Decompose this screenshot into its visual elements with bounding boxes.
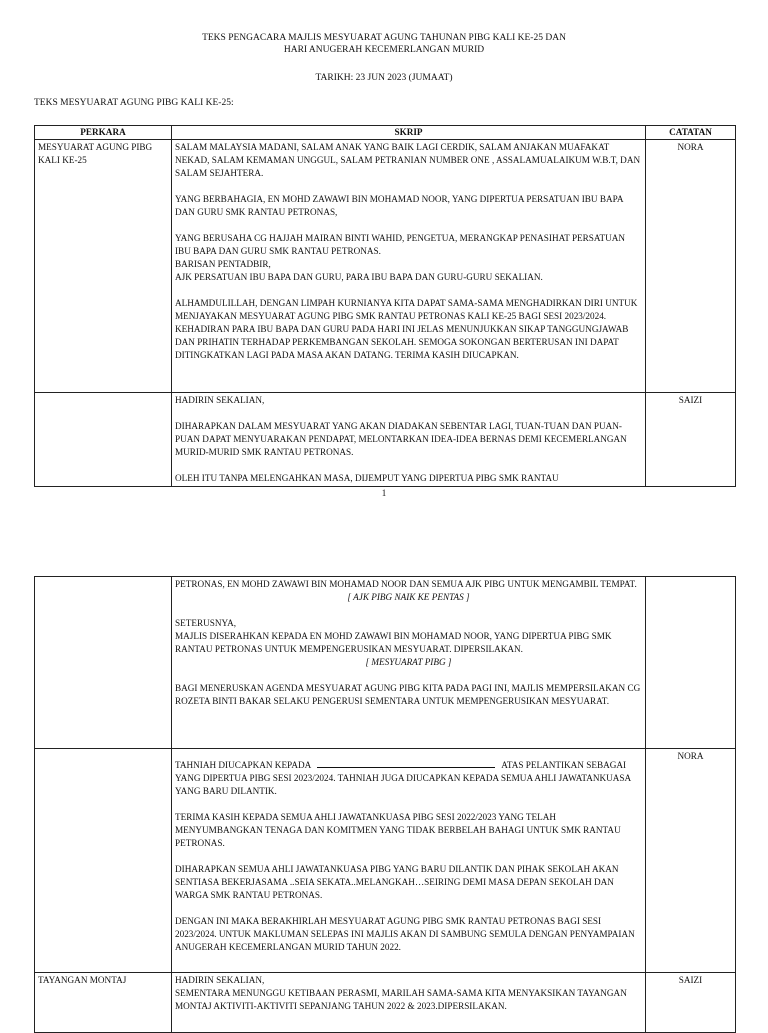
skrip-cell — [172, 749, 646, 973]
table-row — [35, 393, 736, 487]
page-number: 1 — [381, 488, 387, 498]
script-paragraph: HADIRIN SEKALIAN, SEMENTARA MENUNGGU KETIBAAN PERASMI, MARILAH SAMA-SAMA KITA MENYAKSIKAN TAYANGAN MONTAJ AKTIVITI-AKTIVITI SEPANJANG TAHUN 2022 & 2023.DIPERSILAKAN. — [175, 975, 627, 1011]
perkara-cell: MESYUARAT AGUNG PIBG KALI KE-25 — [35, 140, 172, 393]
skrip-cell — [172, 140, 646, 393]
catatan-cell: NORA — [646, 140, 736, 393]
script-paragraph: DENGAN INI MAKA BERAKHIRLAH MESYUARAT AGUNG PIBG SMK RANTAU PETRONAS BAGI SESI 2023/2024. UNTUK MAKLUMAN SELEPAS INI MAJLIS AKAN DI SAMBUNG SEMULA DENGAN PENYAMPAIAN ANUGERAH KECEMERLANGAN MURID TAHUN 2022. — [175, 916, 635, 952]
script-paragraph: OLEH ITU TANPA MELENGAHKAN MASA, DIJEMPUT YANG DIPERTUA PIBG SMK RANTAU — [175, 473, 559, 483]
header-perkara: PERKARA — [35, 126, 172, 140]
name-blank-line — [317, 758, 495, 768]
catatan-cell: SAIZI — [646, 393, 736, 487]
document-date: TARIKH: 23 JUN 2023 (JUMAAT) — [315, 73, 453, 83]
table-row — [35, 140, 736, 393]
script-paragraph: PETRONAS, EN MOHD ZAWAWI BIN MOHAMAD NOOR DAN SEMUA AJK PIBG UNTUK MENGAMBIL TEMPAT. — [175, 579, 637, 589]
script-paragraph: YANG BERBAHAGIA, EN MOHD ZAWAWI BIN MOHAMAD NOOR, YANG DIPERTUA PERSATUAN IBU BAPA DAN GURU SMK RANTAU PETRONAS, — [175, 194, 624, 217]
script-paragraph: ALHAMDULILLAH, DENGAN LIMPAH KURNIANYA KITA DAPAT SAMA-SAMA MENGHADIRKAN DIRI UNTUK MENJAYAKAN MESYUARAT AGUNG PIBG SMK RANTAU PETRONAS KALI KE-25 BAGI SESI 2023/2024. KEHADIRAN PARA IBU BAPA DAN GURU PADA HARI INI JELAS MENUNJUKKAN SIKAP TANGGUNGJAWAB DAN PRIHATIN TERHADAP PERKEMBANGAN SEKOLAH. SEMOGA SOKONGAN BERTERUSAN INI DAPAT DITINGKATKAN LAGI PADA MASA AKAN DATANG. TERIMA KASIH DIUCAPKAN. — [175, 298, 638, 360]
catatan-cell — [646, 577, 736, 749]
header-skrip: SKRIP — [172, 126, 646, 140]
perkara-cell — [35, 749, 172, 973]
header-catatan: CATATAN — [646, 126, 736, 140]
script-table-page-2 — [34, 576, 736, 1033]
document-title-line-1: TEKS PENGACARA MAJLIS MESYUARAT AGUNG TAHUNAN PIBG KALI KE-25 DAN — [202, 33, 566, 43]
skrip-cell — [172, 393, 646, 487]
script-paragraph: TERIMA KASIH KEPADA SEMUA AHLI JAWATANKUASA PIBG SESI 2022/2023 YANG TELAH MENYUMBANGKAN TENAGA DAN KOMITMEN YANG TIDAK BERBELAH BAHAGI UNTUK SMK RANTAU PETRONAS. — [175, 812, 621, 848]
script-table-page-1 — [34, 125, 736, 487]
perkara-cell: TAYANGAN MONTAJ — [35, 973, 172, 1033]
stage-direction: [ MESYUARAT PIBG ] — [365, 657, 452, 667]
script-paragraph: SETERUSNYA, MAJLIS DISERAHKAN KEPADA EN MOHD ZAWAWI BIN MOHAMAD NOOR, YANG DIPERTUA PIBG SMK RANTAU PETRONAS UNTUK MEMPENGERUSIKAN MESYUARAT. DIPERSILAKAN. — [175, 618, 612, 654]
catatan-cell: NORA — [646, 749, 736, 973]
table-row — [35, 749, 736, 973]
congrats-text-end: ATAS PELANTIKAN — [501, 760, 584, 770]
congrats-text-start: TAHNIAH DIUCAPKAN KEPADA — [175, 760, 312, 770]
script-paragraph: BAGI MENERUSKAN AGENDA MESYUARAT AGUNG PIBG KITA PADA PAGI INI, MAJLIS MEMPERSILAKAN CG ROZETA BINTI BAKAR SELAKU PENGERUSI SEMENTARA UNTUK MEMPENGERUSIKAN MESYUARAT. — [175, 683, 641, 706]
document-title-line-2: HARI ANUGERAH KECEMERLANGAN MURID — [283, 45, 485, 55]
script-paragraph: DIHARAPKAN SEMUA AHLI JAWATANKUASA PIBG YANG BARU DILANTIK DAN PIHAK SEKOLAH AKAN SENTIASA BEKERJASAMA ..SEIA SEKATA..MELANGKAH…SEIRING DEMI MASA DEPAN SEKOLAH DAN WARGA SMK RANTAU PETRONAS. — [175, 864, 619, 900]
catatan-cell: SAIZI — [646, 973, 736, 1033]
stage-direction: [ AJK PIBG NAIK KE PENTAS ] — [347, 592, 470, 602]
script-paragraph: YANG BERUSAHA CG HAJJAH MAIRAN BINTI WAHID, PENGETUA, MERANGKAP PENASIHAT PERSATUAN IBU BAPA DAN GURU SMK RANTAU PETRONAS. BARISAN PENTADBIR, AJK PERSATUAN IBU BAPA DAN GURU, PARA IBU BAPA DAN GURU-GURU SEKALIAN. — [175, 233, 626, 282]
congrats-text-rest: SEBAGAI YANG DIPERTUA PIBG SESI 2023/2024. TAHNIAH JUGA DIUCAPKAN KEPADA SEMUA AHLI JAWATANKUASA YANG BARU DILANTIK. — [175, 760, 631, 796]
script-paragraph: DIHARAPKAN DALAM MESYUARAT YANG AKAN DIADAKAN SEBENTAR LAGI, TUAN-TUAN DAN PUAN-PUAN DAPAT MENYUARAKAN PENDAPAT, MELONTARKAN IDEA-IDEA BERNAS DEMI KECEMERLANGAN MURID-MURID SMK RANTAU PETRONAS. — [175, 421, 627, 457]
skrip-cell — [172, 577, 646, 749]
table-row — [35, 577, 736, 749]
perkara-cell — [35, 393, 172, 487]
script-paragraph — [175, 758, 642, 798]
perkara-cell — [35, 577, 172, 749]
script-paragraph: SALAM MALAYSIA MADANI, SALAM ANAK YANG BAIK LAGI CERDIK, SALAM ANJAKAN MUAFAKAT NEKAD, SALAM KEMAMAN UNGGUL, SALAM PETRANIAN NUMBER ONE , ASSALAMUALAIKUM W.B.T, DAN SALAM SEJAHTERA. — [175, 142, 641, 178]
intro-heading: TEKS MESYUARAT AGUNG PIBG KALI KE-25: — [34, 98, 234, 108]
script-paragraph: HADIRIN SEKALIAN, — [175, 395, 265, 405]
